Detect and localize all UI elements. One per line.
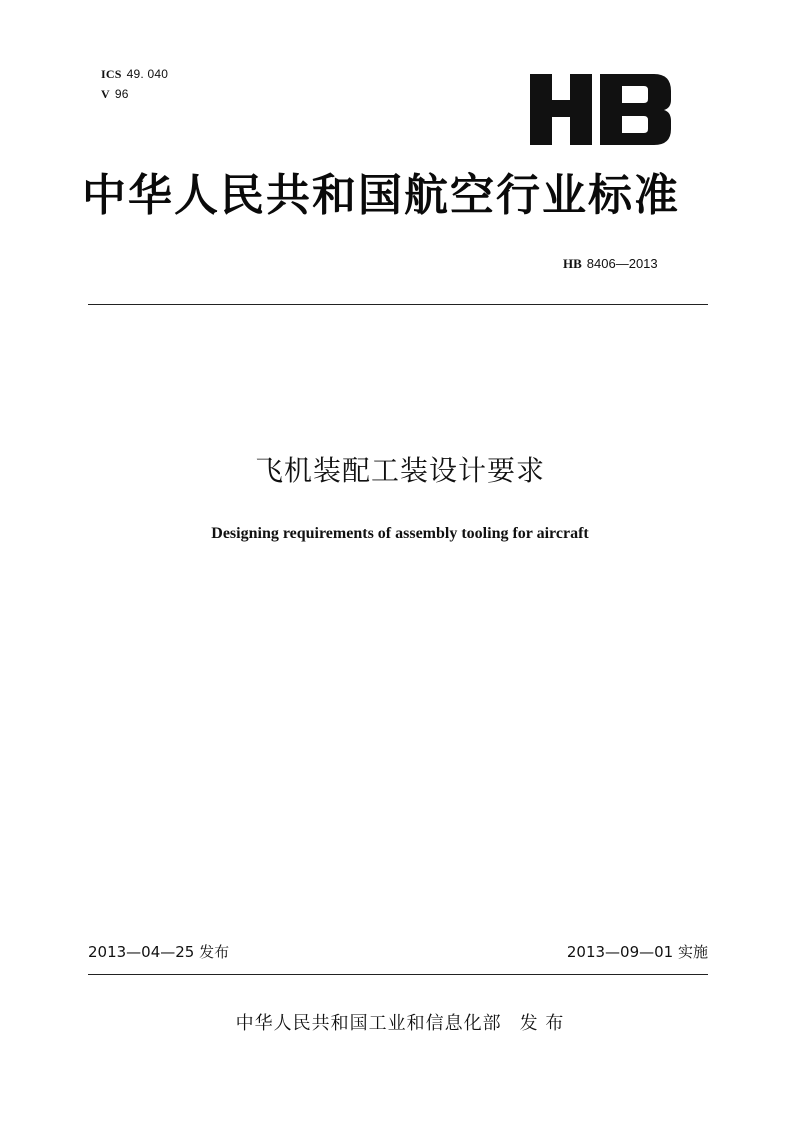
top-divider (88, 304, 708, 305)
chinese-title: 飞机装配工装设计要求 (254, 454, 545, 487)
english-title: Designing requirements of assembly tooling for aircraft (211, 525, 589, 542)
issue-date: 2013—04—25 发布 (88, 943, 230, 961)
publisher-name: 中华人民共和国工业和信息化部 (235, 1013, 502, 1034)
standard-code-prefix: HB (563, 256, 582, 271)
ccs-code (101, 87, 129, 101)
ics-code (101, 67, 168, 81)
standard-number (563, 256, 658, 272)
hb-logo (530, 74, 671, 145)
standard-code-number: 8406—2013 (586, 256, 658, 271)
publisher (0, 1012, 800, 1036)
ics-value: 49. 040 (126, 67, 169, 81)
ccs-label: V (101, 87, 110, 101)
publisher-action: 发 布 (519, 1013, 565, 1034)
ccs-value: 96 (114, 87, 129, 101)
implementation-date: 2013—09—01 实施 (566, 943, 708, 961)
ics-label: ICS (101, 67, 122, 81)
standard-type-title: 中华人民共和国航空行业标准 (82, 170, 680, 221)
bottom-divider (88, 974, 708, 975)
